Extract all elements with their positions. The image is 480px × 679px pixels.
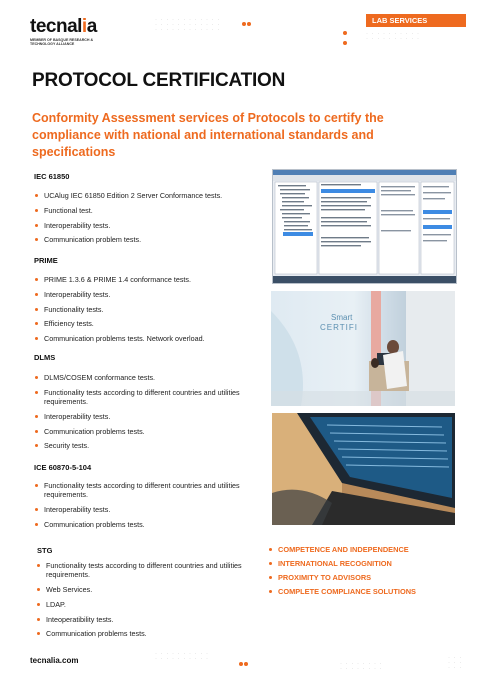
list-item: Functionality tests according to different countries and utilities requirements. bbox=[36, 561, 256, 579]
list-item: Communication problems tests. Network overload. bbox=[34, 334, 254, 343]
list-item: Interoperability tests. bbox=[34, 505, 254, 514]
list-item: LDAP. bbox=[36, 600, 256, 609]
list-item: Inteoperatibility tests. bbox=[36, 615, 256, 624]
software-screenshot-image bbox=[272, 169, 457, 284]
list-item: Web Services. bbox=[36, 585, 256, 594]
feature-item: COMPETENCE AND INDEPENDENCE bbox=[268, 545, 416, 559]
list-item: DLMS/COSEM conformance tests. bbox=[34, 373, 254, 382]
list-item: Functional test. bbox=[34, 206, 254, 215]
sign-line-1: Smart bbox=[331, 313, 353, 322]
section-list-prime bbox=[34, 275, 254, 349]
list-item: Communication problems tests. bbox=[34, 520, 254, 529]
list-item: Functionality tests according to different countries and utilities requirements. bbox=[34, 481, 254, 499]
list-item: Interoperability tests. bbox=[34, 290, 254, 299]
list-item: Security tests. bbox=[34, 441, 254, 450]
lab-photo-graphic bbox=[271, 291, 455, 406]
sign-line-2: CERTIFI bbox=[320, 323, 358, 332]
list-item: PRIME 1.3.6 & PRIME 1.4 conformance tests. bbox=[34, 275, 254, 284]
section-list-dlms bbox=[34, 373, 254, 456]
decor-orange-dot bbox=[247, 22, 251, 26]
feature-item: COMPLETE COMPLIANCE SOLUTIONS bbox=[268, 587, 416, 601]
tecnalia-logo: tecnalia bbox=[30, 16, 97, 37]
logo-tagline: MEMBER OF BASQUE RESEARCH & TECHNOLOGY ALLIANCE bbox=[30, 38, 94, 47]
decor-dots: · · · · · · · · · · · · · · · · · · · · bbox=[155, 651, 209, 662]
list-item: Communication problems tests. bbox=[34, 427, 254, 436]
list-item: Communication problems tests. bbox=[36, 629, 256, 638]
list-item: Efficiency tests. bbox=[34, 319, 254, 328]
decor-orange-dot bbox=[239, 662, 243, 666]
section-heading: DLMS bbox=[34, 353, 56, 362]
laptop-photo-image bbox=[272, 413, 455, 525]
section-heading: PRIME bbox=[34, 256, 58, 265]
feature-item: INTERNATIONAL RECOGNITION bbox=[268, 559, 416, 573]
section-heading: ICE 60870-5-104 bbox=[34, 463, 92, 472]
list-item: Interoperability tests. bbox=[34, 221, 254, 230]
section-list-iec60870 bbox=[34, 481, 254, 535]
section-heading: STG bbox=[37, 546, 53, 555]
list-item: Communication problem tests. bbox=[34, 235, 254, 244]
feature-item: PROXIMITY TO ADVISORS bbox=[268, 573, 416, 587]
decor-dots: · · · · · · · · · bbox=[448, 655, 463, 671]
lab-services-tag: LAB SERVICES bbox=[366, 14, 466, 27]
page-subtitle: Conformity Assessment services of Protocols to certify the compliance with national and international standards and specifications bbox=[32, 111, 384, 159]
section-heading: IEC 61850 bbox=[34, 172, 70, 181]
list-item: Functionality tests. bbox=[34, 305, 254, 314]
decor-dots: · · · · · · · · · · · · · · · · · · · · bbox=[366, 31, 420, 42]
decor-dots: · · · · · · · · · · · · · · · · · · · · · · · · · · · · · · · · · · · · bbox=[155, 17, 221, 33]
decor-orange-dot bbox=[343, 31, 347, 35]
list-item: UCAlug IEC 61850 Edition 2 Server Conformance tests. bbox=[34, 191, 254, 200]
section-list-iec61850 bbox=[34, 191, 254, 250]
decor-orange-dot bbox=[343, 41, 347, 45]
decor-orange-dot bbox=[244, 662, 248, 666]
section-list-stg bbox=[36, 561, 256, 644]
decor-dots: · · · · · · · · · · · · · · · · bbox=[340, 661, 383, 672]
page-title: PROTOCOL CERTIFICATION bbox=[32, 70, 286, 91]
footer-url: tecnalia.com bbox=[30, 656, 79, 665]
list-item: Interoperability tests. bbox=[34, 412, 254, 421]
software-screenshot-graphic bbox=[273, 170, 456, 283]
features-list bbox=[268, 545, 416, 601]
list-item: Functionality tests according to different countries and utilities requirements. bbox=[34, 388, 254, 406]
laptop-photo-graphic bbox=[272, 413, 455, 525]
decor-orange-dot bbox=[242, 22, 246, 26]
lab-photo-image bbox=[271, 291, 455, 406]
